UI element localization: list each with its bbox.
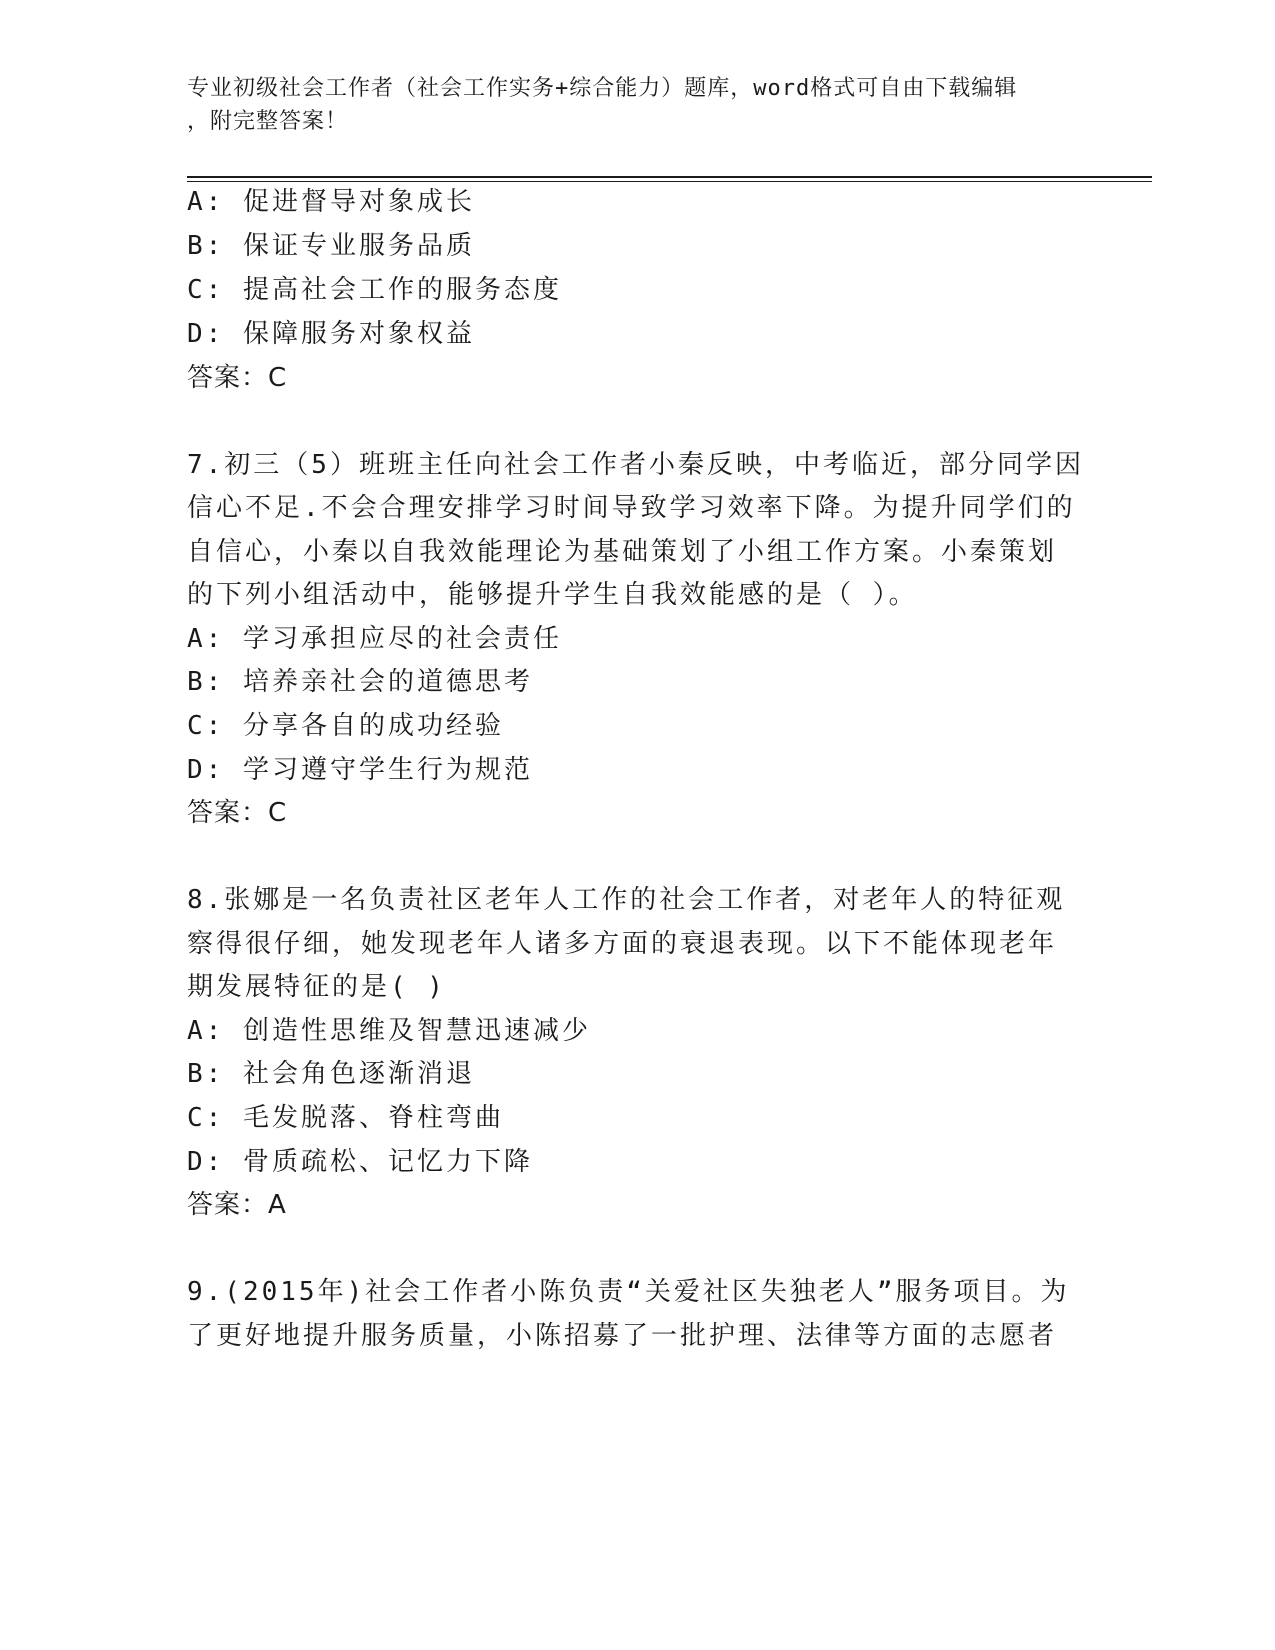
q7-option-d: D: 学习遵守学生行为规范 — [187, 755, 533, 785]
q8-option-c: C: 毛发脱落、脊柱弯曲 — [187, 1103, 504, 1133]
page-header — [187, 72, 1087, 138]
q7-stem-line-3: 自信心，小秦以自我效能理论为基础策划了小组工作方案。小秦策划 — [187, 537, 1058, 567]
q9-stem-line-1: 9.(2015年)社会工作者小陈负责“关爱社区失独老人”服务项目。为 — [187, 1277, 1070, 1307]
q6-option-b: B: 保证专业服务品质 — [187, 231, 475, 261]
header-rule-thin — [187, 181, 1152, 182]
q8-answer: 答案：A — [187, 1190, 287, 1220]
q6-option-a: A: 促进督导对象成长 — [187, 187, 475, 217]
q7-answer: 答案：C — [187, 798, 288, 828]
q8-stem-line-3: 期发展特征的是( ) — [187, 972, 446, 1002]
q8-option-a: A: 创造性思维及智慧迅速减少 — [187, 1016, 591, 1046]
q8-option-d: D: 骨质疏松、记忆力下降 — [187, 1147, 533, 1177]
q8-stem-line-1: 8.张娜是一名负责社区老年人工作的社会工作者，对老年人的特征观 — [187, 885, 1066, 915]
header-rule-thick — [187, 176, 1152, 178]
q7-option-a: A: 学习承担应尽的社会责任 — [187, 624, 562, 654]
q6-option-d: D: 保障服务对象权益 — [187, 319, 475, 349]
q7-stem-line-1: 7.初三（5）班班主任向社会工作者小秦反映，中考临近，部分同学因 — [187, 450, 1084, 480]
q7-option-c: C: 分享各自的成功经验 — [187, 711, 504, 741]
q7-stem-line-4: 的下列小组活动中，能够提升学生自我效能感的是（ ）。 — [187, 580, 918, 610]
q6-answer: 答案：C — [187, 363, 288, 393]
q7-option-b: B: 培养亲社会的道德思考 — [187, 667, 533, 697]
q7-stem-line-2: 信心不足.不会合理安排学习时间导致学习效率下降。为提升同学们的 — [187, 493, 1076, 523]
q8-option-b: B: 社会角色逐渐消退 — [187, 1059, 475, 1089]
q8-stem-line-2: 察得很仔细，她发现老年人诸多方面的衰退表现。以下不能体现老年 — [187, 929, 1058, 959]
header-line-1: 专业初级社会工作者（社会工作实务+综合能力）题库，word格式可自由下载编辑 — [187, 76, 1018, 101]
q6-option-c: C: 提高社会工作的服务态度 — [187, 275, 562, 305]
header-line-2: ，附完整答案！ — [187, 109, 349, 134]
q9-stem-line-2: 了更好地提升服务质量，小陈招募了一批护理、法律等方面的志愿者 — [187, 1321, 1058, 1351]
